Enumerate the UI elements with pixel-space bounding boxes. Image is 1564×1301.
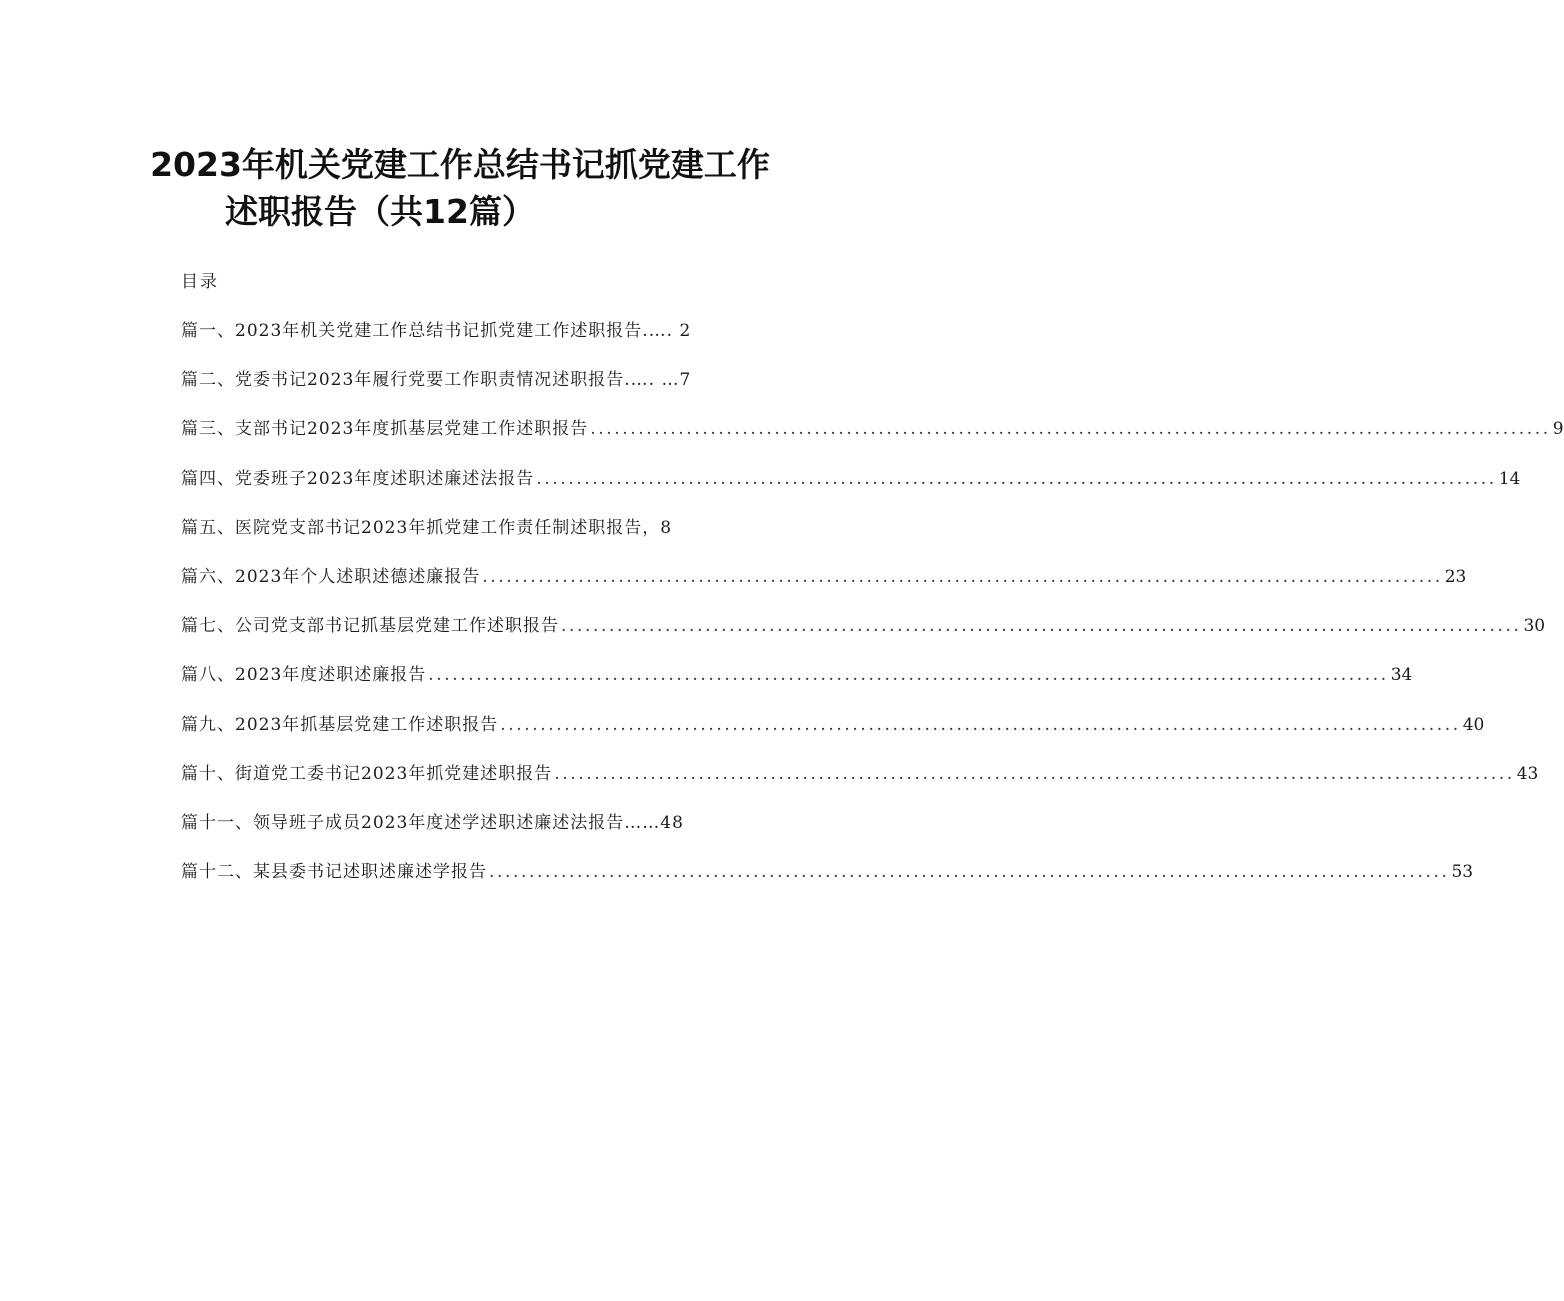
toc-item[interactable] — [181, 367, 777, 416]
toc-item[interactable] — [181, 613, 1546, 662]
toc-dot-leader: ........................................................................................................................ — [590, 419, 1551, 440]
toc-dot-leader: ........................................................................................................................ — [489, 862, 1450, 883]
toc-item-label: 篇六、2023年个人述职述德述廉报告 — [181, 566, 481, 587]
toc-page-number: 53 — [1451, 862, 1474, 883]
toc-item-label: 篇十一、领导班子成员2023年度述学述职述廉述法报告……48 — [181, 812, 684, 833]
toc-item-label: 篇四、党委班子2023年度述职述廉述法报告 — [181, 468, 535, 489]
toc-page-number: 40 — [1462, 714, 1485, 735]
document-title-line-2: 述职报告（共12篇） — [225, 192, 535, 231]
toc-page-number: 14 — [1498, 468, 1521, 489]
toc-item-label: 篇十、街道党工委书记2023年抓党建述职报告 — [181, 763, 553, 784]
toc-dot-leader: ........................................................................................................................ — [482, 566, 1443, 587]
document-title-line-1: 2023年机关党建工作总结书记抓党建工作 — [150, 145, 770, 184]
toc-item-label: 篇九、2023年抓基层党建工作述职报告 — [181, 714, 499, 735]
toc-item-label: 篇三、支部书记2023年度抓基层党建工作述职报告 — [181, 419, 589, 440]
toc-item-label: 篇七、公司党支部书记抓基层党建工作述职报告 — [181, 616, 559, 637]
toc-item[interactable] — [181, 859, 1474, 908]
toc-item[interactable] — [181, 761, 1539, 810]
toc-item-label: 篇十二、某县委书记述职述廉述学报告 — [181, 862, 487, 883]
toc-dot-leader: ........................................................................................................................ — [554, 763, 1515, 784]
toc-dot-leader: ........................................................................................................................ — [536, 468, 1497, 489]
toc-item-label: 篇一、2023年机关党建工作总结书记抓党建工作述职报告.…. 2 — [181, 321, 692, 341]
toc-item[interactable] — [181, 810, 777, 859]
toc-item[interactable] — [181, 712, 1485, 761]
toc-item[interactable] — [181, 466, 1521, 515]
toc-page-number: 30 — [1523, 616, 1546, 637]
toc-page-number: 43 — [1516, 763, 1539, 784]
toc-dot-leader: ........................................................................................................................ — [561, 616, 1522, 637]
toc-item[interactable] — [181, 416, 1564, 465]
toc-item[interactable] — [181, 515, 777, 564]
toc-heading: 目录 — [181, 272, 219, 292]
toc-dot-leader: ........................................................................................................................ — [428, 665, 1389, 686]
toc-item-label: 篇二、党委书记2023年履行党要工作职责情况述职报告.…. …7 — [181, 370, 692, 391]
toc-page-number: 9 — [1552, 419, 1564, 440]
toc-item[interactable] — [181, 662, 1413, 711]
toc-page-number: 23 — [1444, 566, 1467, 587]
toc-item-label: 篇八、2023年度述职述廉报告 — [181, 665, 427, 686]
toc-item[interactable] — [181, 318, 777, 367]
toc-item-label: 篇五、医院党支部书记2023年抓党建工作责任制述职报告，8 — [181, 517, 673, 538]
toc-page-number: 34 — [1390, 665, 1413, 686]
toc-item[interactable] — [181, 564, 1467, 613]
table-of-contents — [181, 318, 1564, 908]
toc-dot-leader: ........................................................................................................................ — [500, 714, 1461, 735]
